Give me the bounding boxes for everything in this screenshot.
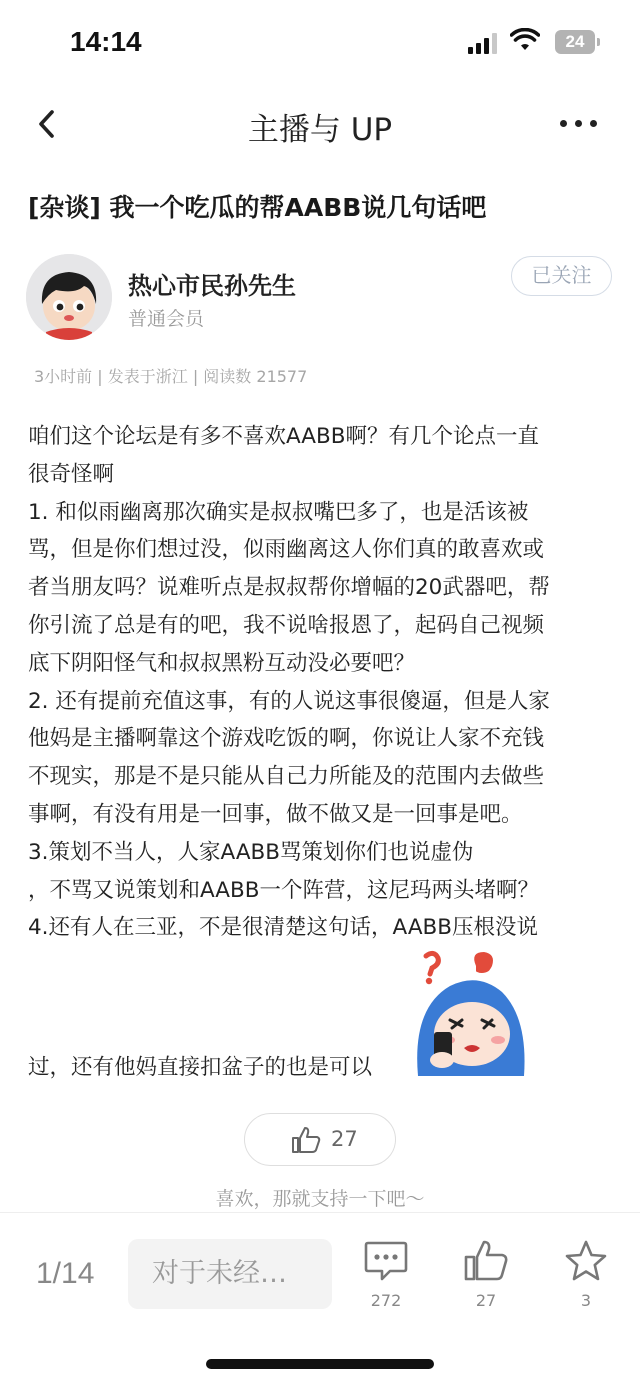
back-arrow-icon <box>28 102 68 146</box>
battery-indicator: 24 <box>555 30 595 54</box>
favorite-button[interactable] <box>556 1239 616 1319</box>
thumbs-up-icon <box>463 1239 509 1283</box>
post-meta: 3小时前 | 发表于浙江 | 阅读数 21577 <box>34 367 308 386</box>
author-row <box>26 254 616 340</box>
more-button[interactable] <box>556 106 602 142</box>
comment-count: 272 <box>370 1291 402 1310</box>
comment-button[interactable] <box>356 1239 416 1319</box>
wifi-icon <box>510 28 540 52</box>
like-hint: 喜欢，那就支持一下吧～ <box>215 1188 425 1210</box>
nav-bar <box>0 92 640 156</box>
body-line: 他妈是主播啊靠这个游戏吃饭的啊，你说让人家不充钱 <box>28 726 545 752</box>
body-line: 4.还有人在三亚，不是很清楚这句话，AABB压根没说 <box>28 915 539 941</box>
body-line: 3.策划不当人，人家AABB骂策划你们也说虚伪 <box>28 839 474 865</box>
body-line: 你引流了总是有的吧，我不说啥报恩了，起码自己视频 <box>28 612 545 638</box>
back-button[interactable] <box>28 102 68 146</box>
author-role: 普通会员 <box>128 308 205 330</box>
body-line: 底下阴阳怪气和叔叔黑粉互动没必要吧？ <box>28 650 416 676</box>
status-bar <box>0 0 640 88</box>
bottom-bar <box>0 1212 640 1386</box>
like-count: 27 <box>331 1127 358 1151</box>
follow-button[interactable]: 已关注 <box>511 256 612 296</box>
body-line: 很奇怪啊 <box>28 461 115 487</box>
body-line: 咱们这个论坛是有多不喜欢AABB啊？有几个论点一直 <box>28 424 540 449</box>
page-title: 主播与 UP <box>247 112 393 148</box>
body-line: ，不骂又说策划和AABB一个阵营，这尼玛两头堵啊？ <box>28 877 540 903</box>
more-icon-dot <box>575 120 582 127</box>
bottom-like-count: 27 <box>475 1291 497 1310</box>
avatar[interactable] <box>26 254 112 340</box>
thumbs-up-icon <box>291 1126 321 1154</box>
like-button[interactable] <box>244 1113 396 1166</box>
cellular-signal-icon <box>468 32 498 54</box>
bottom-like-button[interactable] <box>456 1239 516 1319</box>
comment-icon <box>363 1239 409 1283</box>
post-body <box>28 418 618 947</box>
status-time: 14:14 <box>70 26 142 57</box>
star-icon <box>563 1239 609 1283</box>
avatar-image <box>26 254 112 340</box>
more-icon-dot <box>560 120 567 127</box>
body-line: 不现实，那是不是只能从自己力所能及的范围内去做些 <box>28 764 545 790</box>
home-indicator <box>206 1359 434 1369</box>
favorite-count: 3 <box>580 1291 592 1310</box>
body-line: 1. 和似雨幽离那次确实是叔叔嘴巴多了，也是活该被 <box>28 499 529 525</box>
author-name[interactable]: 热心市民孙先生 <box>128 272 296 300</box>
page-indicator[interactable]: 1/14 <box>36 1257 95 1290</box>
more-icon-dot <box>590 120 597 127</box>
post-title: [杂谈] 我一个吃瓜的帮AABB说几句话吧 <box>28 193 487 222</box>
body-line: 者当朋友吗？说难听点是叔叔帮你增幅的20武器吧，帮 <box>28 575 550 601</box>
body-line: 事啊，有没有用是一回事，做不做又是一回事是吧。 <box>28 801 523 827</box>
body-line: 2. 还有提前充值这事，有的人说这事很傻逼，但是人家 <box>28 688 550 714</box>
sticker-image <box>412 948 530 1076</box>
comment-input[interactable]: 对于未经… <box>128 1239 332 1309</box>
body-last-line: 过，还有他妈直接扣盆子的也是可以 <box>28 1055 373 1080</box>
body-line: 骂，但是你们想过没，似雨幽离这人你们真的敢喜欢或 <box>28 537 545 563</box>
